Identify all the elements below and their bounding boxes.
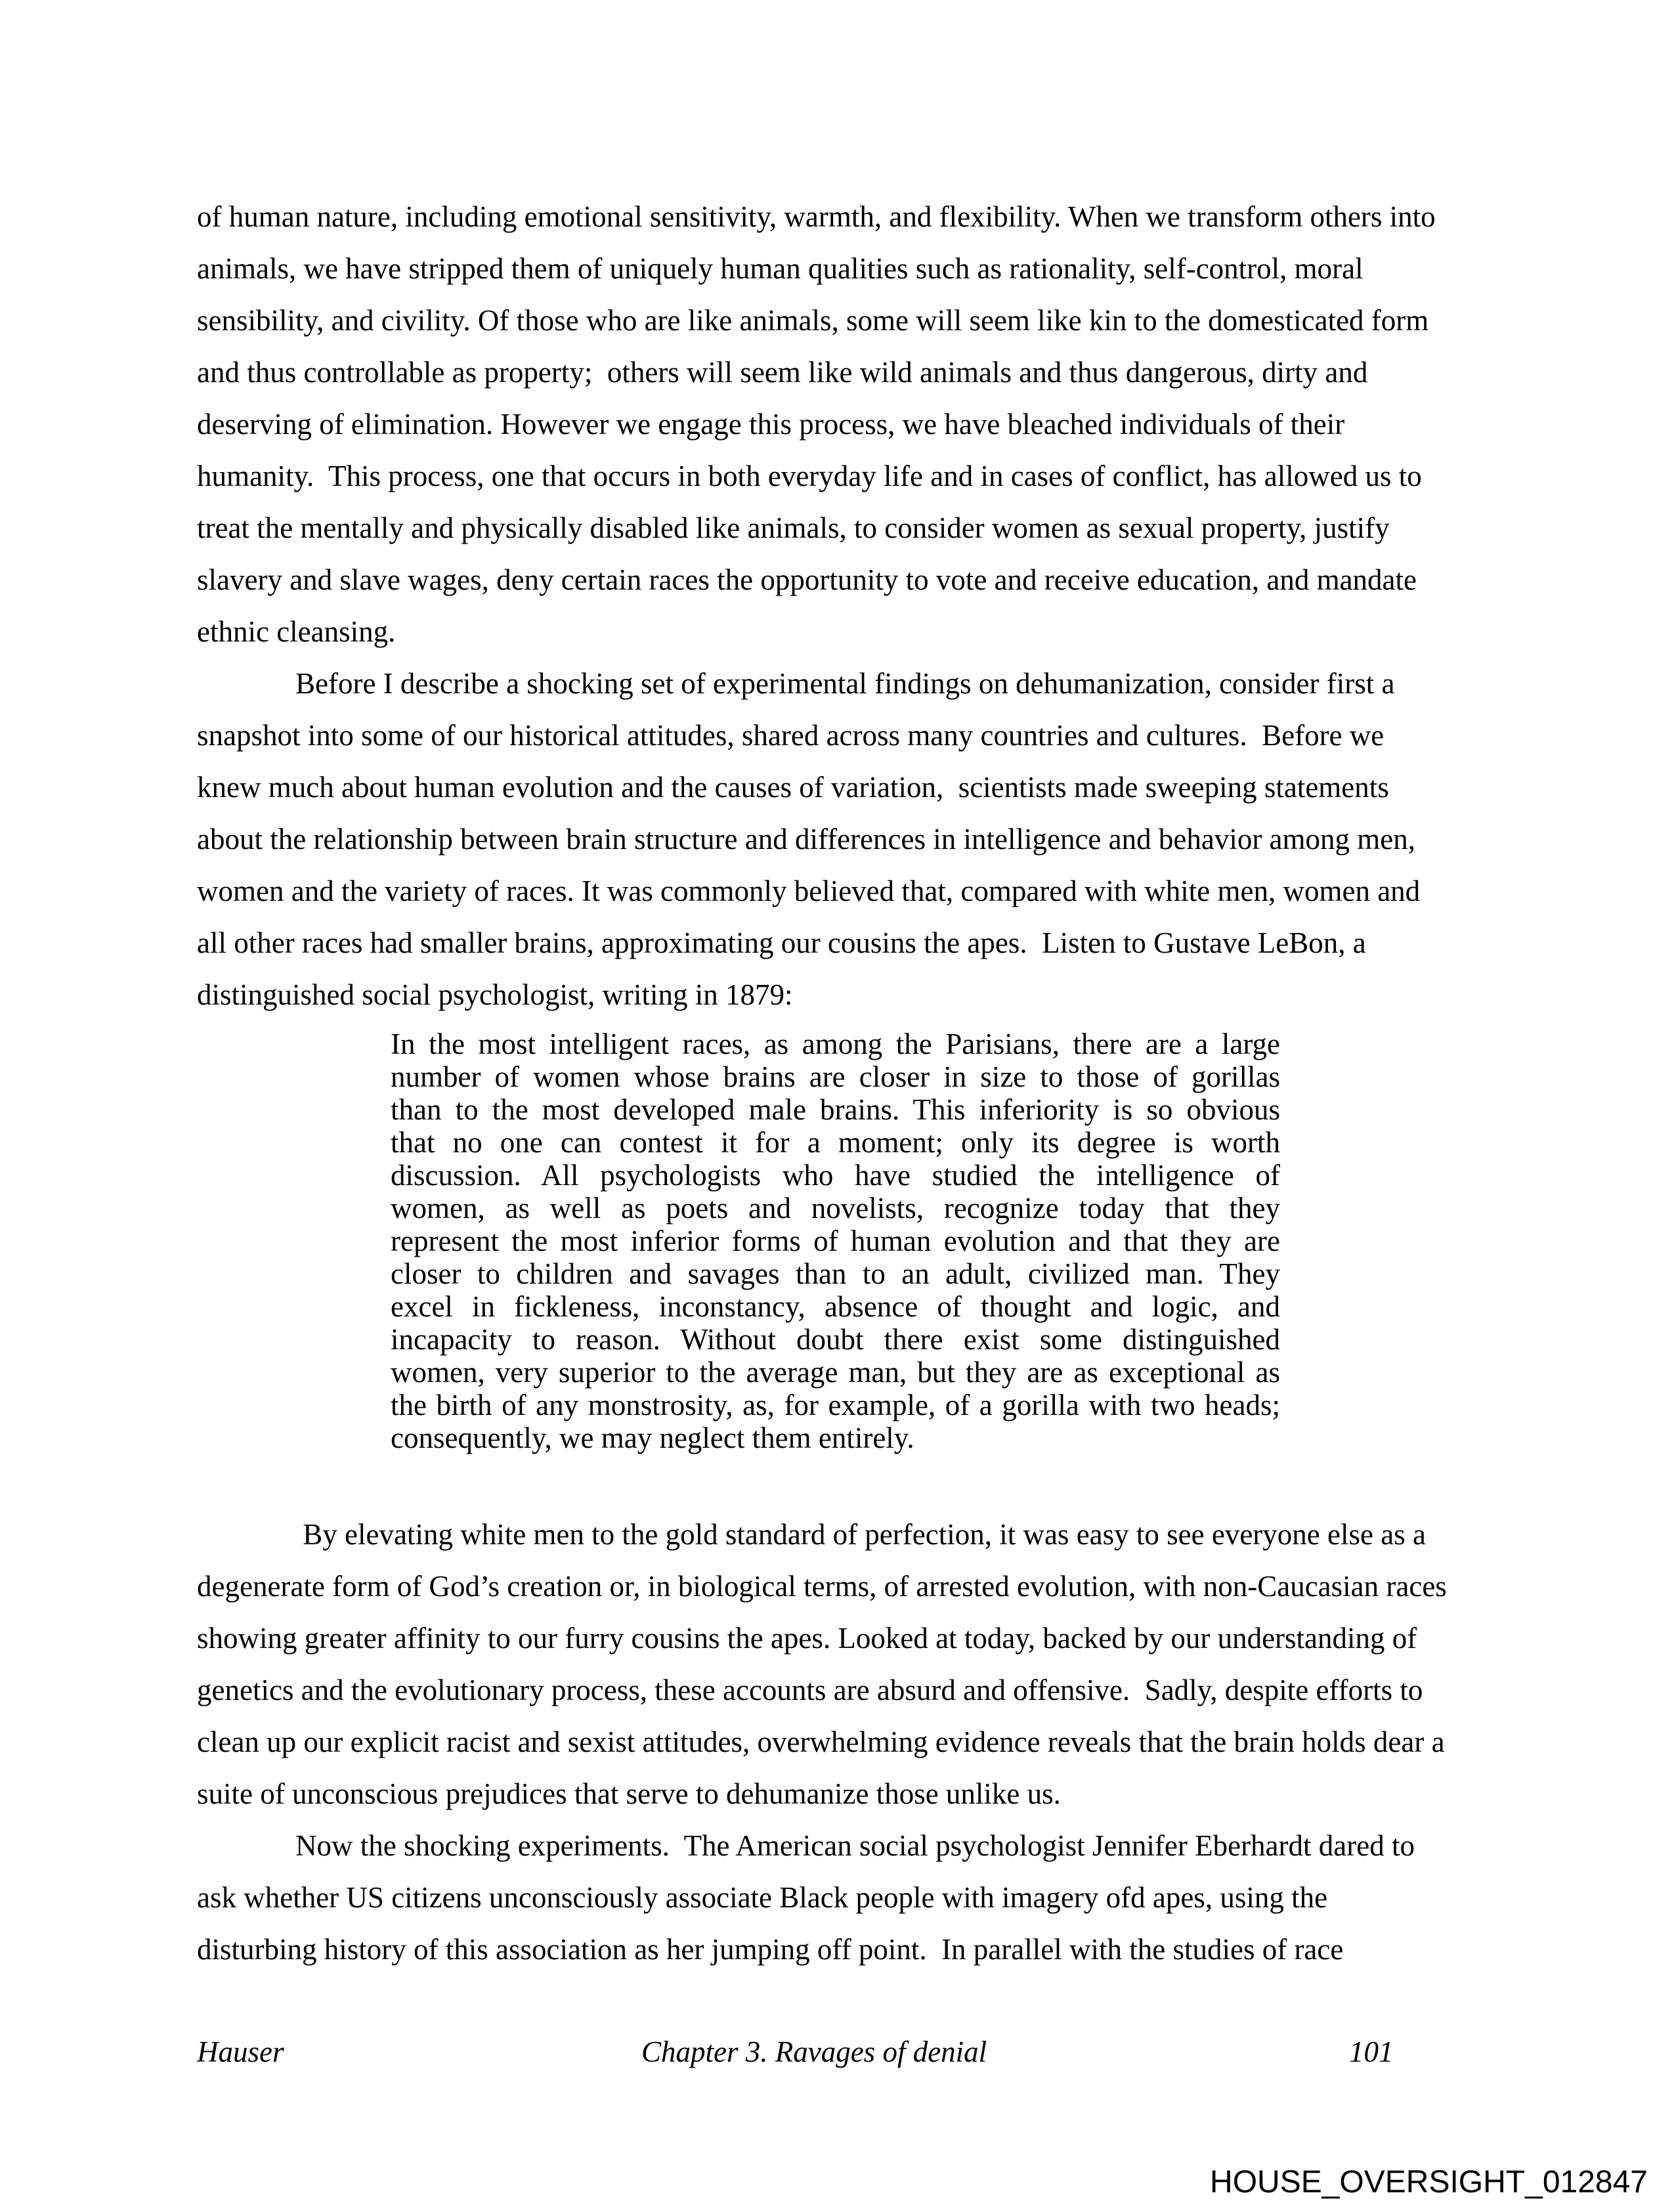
body-paragraph	[197, 191, 1477, 658]
quote-line: closer to children and savages than to an adult, civilized man. They	[391, 1257, 1280, 1290]
quote-line: the birth of any monstrosity, as, for example, of a gorilla with two heads;	[391, 1389, 1280, 1421]
text-line: Now the shocking experiments. The American social psychologist Jennifer Eberhardt dared to	[295, 1829, 1415, 1862]
document-body	[197, 191, 1477, 1976]
text-line: ask whether US citizens unconsciously associate Black people with imagery ofd apes, using the	[197, 1881, 1328, 1914]
quote-line: consequently, we may neglect them entirely.	[391, 1421, 914, 1454]
text-line: disturbing history of this association as her jumping off point. In parallel with the studies of race	[197, 1933, 1344, 1966]
text-line: showing greater affinity to our furry cousins the apes. Looked at today, backed by our understanding of	[197, 1622, 1417, 1655]
footer-chapter-title: Chapter 3. Ravages of denial	[641, 2035, 987, 2068]
text-line: clean up our explicit racist and sexist attitudes, overwhelming evidence reveals that the brain holds dear a	[197, 1725, 1445, 1758]
footer-page-number: 101	[1349, 2035, 1394, 2068]
quote-line: In the most intelligent races, as among the Parisians, there are a large	[391, 1028, 1280, 1060]
bates-stamp: HOUSE_OVERSIGHT_012847	[1210, 2165, 1648, 2200]
quote-line: excel in fickleness, inconstancy, absence of thought and logic, and	[391, 1290, 1280, 1323]
text-line: genetics and the evolutionary process, these accounts are absurd and offensive. Sadly, despite efforts to	[197, 1674, 1423, 1706]
text-line: animals, we have stripped them of uniquely human qualities such as rationality, self-control, moral	[197, 252, 1363, 285]
body-paragraph	[197, 658, 1477, 1021]
body-paragraph	[197, 1509, 1477, 1820]
quote-line: represent the most inferior forms of human evolution and that they are	[391, 1225, 1280, 1257]
quote-line: women, as well as poets and novelists, recognize today that they	[391, 1192, 1280, 1225]
body-paragraph	[197, 1820, 1477, 1976]
quote-line: discussion. All psychologists who have studied the intelligence of	[391, 1159, 1280, 1192]
block-quote	[391, 1028, 1280, 1454]
text-line: By elevating white men to the gold standard of perfection, it was easy to see everyone else as a	[295, 1518, 1426, 1551]
quote-line: women, very superior to the average man, but they are as exceptional as	[391, 1356, 1280, 1389]
text-line: suite of unconscious prejudices that serve to dehumanize those unlike us.	[197, 1777, 1061, 1810]
quote-line: than to the most developed male brains. This inferiority is so obvious	[391, 1093, 1280, 1126]
text-line: deserving of elimination. However we engage this process, we have bleached individuals of their	[197, 408, 1345, 441]
text-line: slavery and slave wages, deny certain races the opportunity to vote and receive education, and mandate	[197, 563, 1417, 596]
text-line: snapshot into some of our historical attitudes, shared across many countries and cultures. Before we	[197, 719, 1384, 752]
text-line: of human nature, including emotional sensitivity, warmth, and flexibility. When we transform others into	[197, 200, 1436, 233]
text-line: about the relationship between brain structure and differences in intelligence and behavior among men,	[197, 823, 1416, 856]
text-line: women and the variety of races. It was commonly believed that, compared with white men, women and	[197, 875, 1421, 907]
text-line: ethnic cleansing.	[197, 615, 396, 648]
quote-line: number of women whose brains are closer in size to those of gorillas	[391, 1060, 1280, 1093]
text-line: humanity. This process, one that occurs in both everyday life and in cases of conflict, has allowed us to	[197, 460, 1422, 492]
text-line: Before I describe a shocking set of experimental findings on dehumanization, consider first a	[295, 667, 1395, 700]
text-line: all other races had smaller brains, approximating our cousins the apes. Listen to Gustave LeBon, a	[197, 926, 1366, 959]
quote-line: that no one can contest it for a moment; only its degree is worth	[391, 1126, 1280, 1159]
quote-line: incapacity to reason. Without doubt there exist some distinguished	[391, 1323, 1280, 1356]
text-line: degenerate form of God’s creation or, in biological terms, of arrested evolution, with non-Caucasian races	[197, 1570, 1447, 1603]
text-line: treat the mentally and physically disabled like animals, to consider women as sexual property, justify	[197, 511, 1390, 544]
footer-author: Hauser	[197, 2035, 284, 2068]
text-line: knew much about human evolution and the causes of variation, scientists made sweeping statements	[197, 771, 1389, 804]
text-line: sensibility, and civility. Of those who are like animals, some will seem like kin to the domesticated form	[197, 304, 1429, 337]
page-footer	[0, 2035, 1674, 2075]
text-line: and thus controllable as property; others will seem like wild animals and thus dangerous, dirty and	[197, 356, 1368, 389]
text-line: distinguished social psychologist, writing in 1879:	[197, 978, 793, 1011]
